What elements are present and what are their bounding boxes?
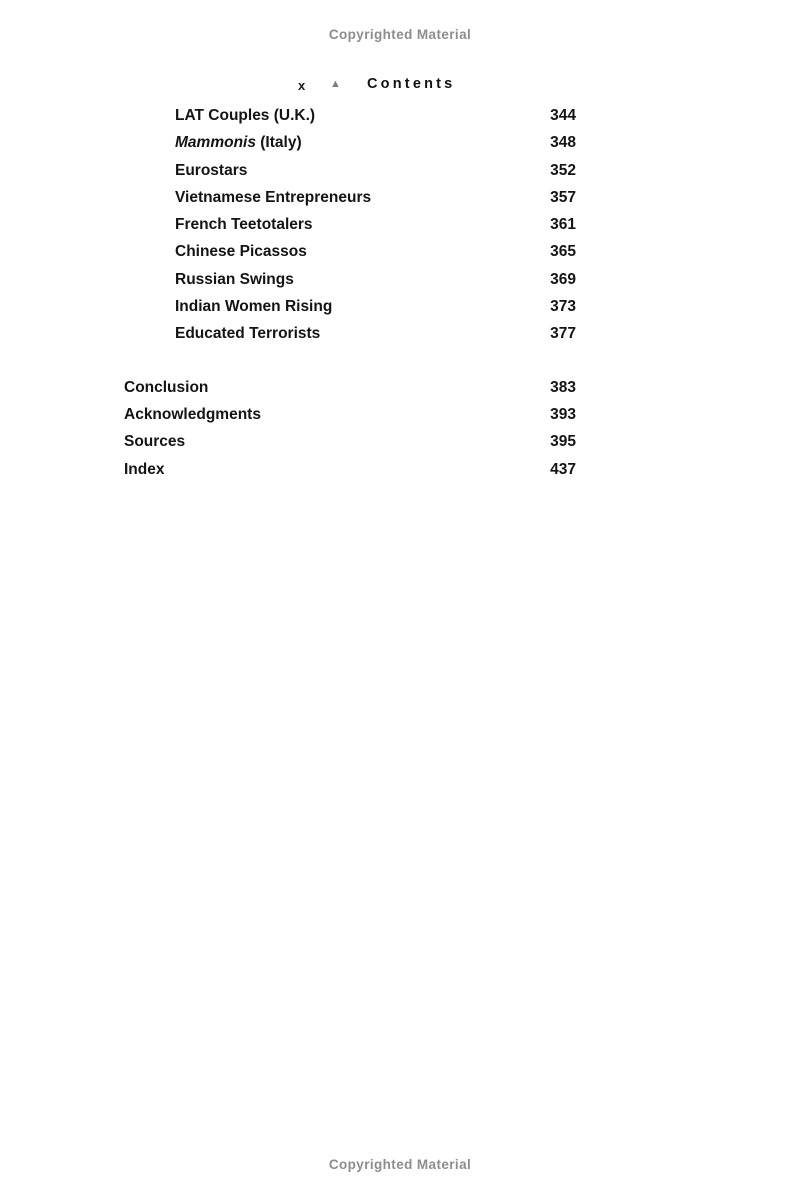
toc-entry-title: LAT Couples (U.K.) xyxy=(175,107,316,124)
toc-entry-page: 395 xyxy=(550,433,576,451)
toc-entry xyxy=(124,461,576,488)
toc-entry xyxy=(124,216,576,243)
toc-entry-title: Russian Swings xyxy=(175,270,294,288)
page-header xyxy=(0,77,800,99)
toc-entry-page: 361 xyxy=(550,216,576,234)
copyright-notice-top: Copyrighted Material xyxy=(328,27,472,42)
toc-entry-title: Conclusion xyxy=(124,378,209,396)
toc-entry-title: Chinese Picassos xyxy=(175,243,307,261)
toc-entry-page: 437 xyxy=(550,460,576,478)
toc-entry-page: 352 xyxy=(550,161,576,179)
toc-entry xyxy=(124,379,576,406)
toc-entry-page: 373 xyxy=(550,298,576,316)
table-of-contents xyxy=(124,107,576,488)
toc-entry xyxy=(124,271,576,298)
toc-entry-title-rest: (Italy) xyxy=(255,134,302,152)
toc-entry xyxy=(124,406,576,433)
toc-entry-title: French Teetotalers xyxy=(175,216,313,234)
toc-entry-title: Eurostars xyxy=(175,161,248,179)
toc-entry-title: Educated Terrorists xyxy=(175,325,321,343)
toc-entry xyxy=(124,162,576,189)
toc-entry-title xyxy=(175,134,302,152)
toc-entry-title: Index xyxy=(124,460,165,478)
folio-page-number: x xyxy=(298,78,306,93)
triangle-up-icon: ▲ xyxy=(330,78,341,90)
toc-entry-title-italic: Mammonis xyxy=(175,134,256,152)
toc-entry xyxy=(124,325,576,352)
toc-entry xyxy=(124,298,576,325)
toc-entry xyxy=(124,433,576,460)
toc-sub-entries xyxy=(124,107,576,353)
toc-entry xyxy=(124,189,576,216)
toc-entry-title: Sources xyxy=(124,433,186,451)
toc-entry xyxy=(124,134,576,161)
toc-entry-page: 393 xyxy=(550,405,576,423)
toc-entry-page: 377 xyxy=(550,325,576,343)
toc-entry-title: Indian Women Rising xyxy=(175,298,333,316)
toc-entry xyxy=(124,243,576,270)
copyright-notice-bottom: Copyrighted Material xyxy=(328,1157,472,1172)
toc-entry-title: Acknowledgments xyxy=(124,405,261,423)
toc-entry-page: 369 xyxy=(550,270,576,288)
toc-entry-page: 348 xyxy=(550,134,576,152)
toc-entry-page: 357 xyxy=(550,188,576,206)
toc-entry-page: 383 xyxy=(550,378,576,396)
toc-entry-page: 344 xyxy=(550,107,576,124)
toc-entry-title: Vietnamese Entrepreneurs xyxy=(175,188,372,206)
toc-entry xyxy=(124,107,576,134)
contents-heading: Contents xyxy=(367,76,456,92)
toc-main-entries xyxy=(124,379,576,488)
toc-entry-page: 365 xyxy=(550,243,576,261)
